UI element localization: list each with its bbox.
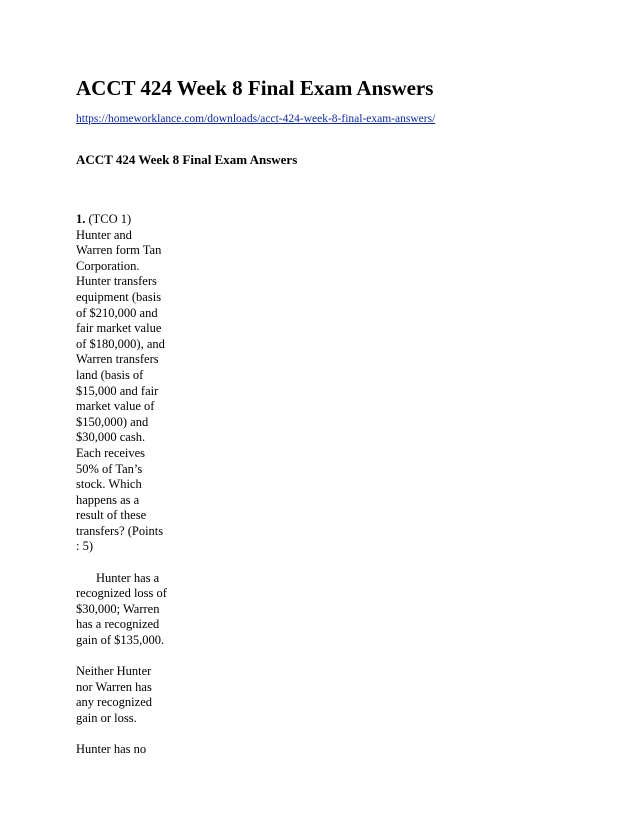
answer-option-1: Hunter has a recognized loss of $30,000; Warren has a recognized gain of $135,000. <box>76 570 167 648</box>
question-1 <box>76 212 168 758</box>
question-number: 1. <box>76 212 86 226</box>
answer-option-3: Hunter has no <box>76 742 147 757</box>
document-title: ACCT 424 Week 8 Final Exam Answers <box>76 76 434 100</box>
document-subtitle: ACCT 424 Week 8 Final Exam Answers <box>76 152 298 167</box>
question-body: (TCO 1) Hunter and Warren form Tan Corporation. Hunter transfers equipment (basis of $210,000 and fair market value of $180,000), and Warren transfers land (basis of $15,000 and fair market value of $150,000) and $30,000 cash. Each receives 50% of Tan’s stock. Which happens as a result of these transfers? (Points : 5) <box>76 212 165 554</box>
question-text <box>76 212 168 555</box>
source-link[interactable]: https://homeworklance.com/downloads/acct-424-week-8-final-exam-answers/ <box>76 113 436 125</box>
answer-option-2: Neither Hunter nor Warren has any recognized gain or loss. <box>76 664 153 725</box>
